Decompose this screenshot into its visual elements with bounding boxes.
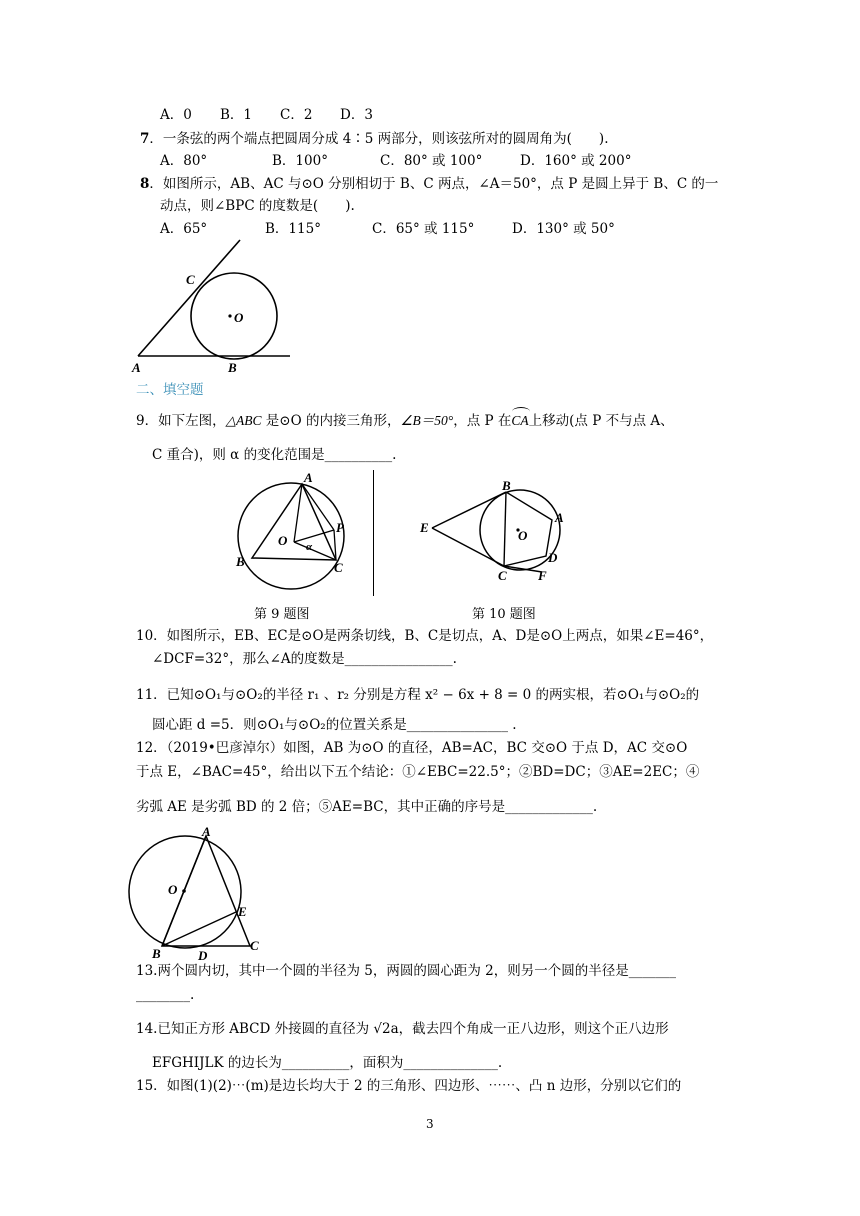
q8-option-d: D．130° 或 50° xyxy=(512,221,615,237)
q9-text-c: ，点 P 在 xyxy=(453,413,512,429)
q9-label-p: P xyxy=(336,520,344,535)
q13-stem-line1: 13.两个圆内切，其中一个圆的半径为 5，两圆的圆心距为 2，则另一个圆的半径是_______ xyxy=(136,963,676,979)
q7-number: 7 xyxy=(140,131,150,147)
q6-option-d: D．3 xyxy=(340,107,373,123)
q8-figure xyxy=(120,232,300,378)
q6-option-a: A．0 xyxy=(160,107,192,123)
q8-text1: ．如图所示，AB、AC 与⊙O 分别相切于 B、C 两点，∠A＝50°，点 P 是圆上异于 B、C 的一 xyxy=(149,176,719,192)
q6-options xyxy=(160,106,373,124)
q9-triangle: △ABC xyxy=(225,413,262,428)
q10-label-d: D xyxy=(548,550,558,565)
q9-segment-op xyxy=(294,530,334,542)
q8-stem-line2: 动点，则∠BPC 的度数是( ). xyxy=(160,198,355,214)
q10-tangent-ec xyxy=(432,528,504,566)
q7-text: ．一条弦的两个端点把圆周分成 4∶5 两部分，则该弦所对的圆周角为( ). xyxy=(149,131,609,147)
q14-stem-line1: 14.已知正方形 ABCD 外接圆的直径为 √2a，截去四个角成一正八边形，则这个正八边形 xyxy=(136,1021,669,1037)
q8-option-c: C．65° 或 115° xyxy=(372,221,475,237)
q14-stem-line2: EFGHIJLK 的边长为__________，面积为______________. xyxy=(152,1055,503,1071)
q9-circle xyxy=(238,483,344,589)
q9-arc-mark xyxy=(512,407,530,416)
q9-text-b: 是⊙O 的内接三角形， xyxy=(261,413,401,429)
q9-label-o: O xyxy=(278,533,288,548)
q15-stem-line1: 15．如图(1)(2)⋯(m)是边长均大于 2 的三角形、四边形、⋯⋯、凸 n 边形，分别以它们的 xyxy=(136,1078,682,1094)
q9-arc xyxy=(511,413,528,428)
q7-option-c: C．80° 或 100° xyxy=(380,153,483,169)
q12-figure xyxy=(124,822,274,962)
q10-figure-caption: 第 10 题图 xyxy=(472,607,536,622)
q10-label-a: A xyxy=(555,510,564,525)
section-fill-in-title: 二、填空题 xyxy=(136,382,204,398)
q9-label-a: A xyxy=(304,470,313,485)
q10-label-c: C xyxy=(498,568,507,583)
q7-stem xyxy=(140,130,609,148)
q12-label-c: C xyxy=(250,938,259,953)
q11-stem-line2: 圆心距 d =5．则⊙O₁与⊙O₂的位置关系是_______________ . xyxy=(152,717,517,733)
q9-stem-line2: C 重合)，则 α 的变化范围是__________. xyxy=(152,447,397,463)
q10-tangent-eb xyxy=(432,492,506,528)
q7-option-b: B．100° xyxy=(272,153,328,169)
q10-polygon-badc xyxy=(504,492,552,566)
q9-arc-label: CA xyxy=(511,413,529,428)
q11-stem-line1: 11．已知⊙O₁与⊙O₂的半径 r₁ 、r₂ 分别是方程 x² − 6x + 8 = 0 的两实根，若⊙O₁与⊙O₂的 xyxy=(136,687,700,703)
q9-figure xyxy=(228,470,358,592)
q12-label-b: B xyxy=(152,946,161,961)
q12-label-a: A xyxy=(202,824,211,839)
q12-stem-line1: 12．（2019•巴彦淖尔）如图，AB 为⊙O 的直径，AB=AC，BC 交⊙O 于点 D，AC 交⊙O xyxy=(136,740,688,756)
q8-number: 8 xyxy=(140,176,150,192)
q10-stem-line1: 10．如图所示，EB、EC是⊙O是两条切线，B、C是切点，A、D是⊙O上两点，如果∠E=46°， xyxy=(136,628,714,644)
q8-center-dot xyxy=(228,314,231,317)
q7-option-a: A．80° xyxy=(160,153,208,169)
q7-options xyxy=(160,152,631,170)
q9-angle: ∠B＝50° xyxy=(400,413,454,428)
q12-label-o: O xyxy=(168,882,178,897)
q8-label-o: O xyxy=(234,310,244,325)
q8-option-a: A．65° xyxy=(160,221,208,237)
q10-figure xyxy=(412,474,572,586)
q10-stem-line2: ∠DCF=32°，那么∠A的度数是________________. xyxy=(152,651,457,667)
q13-stem-line2: ________. xyxy=(136,987,195,1003)
q10-chord-bc xyxy=(504,492,506,566)
q9-label-alpha: α xyxy=(306,541,313,553)
q12-stem-line2: 于点 E，∠BAC=45°，给出以下五个结论：①∠EBC=22.5°；②BD=DC；③AE=2EC；④ xyxy=(136,764,700,780)
page-number: 3 xyxy=(426,1117,434,1131)
q6-option-b: B．1 xyxy=(220,107,253,123)
q6-option-c: C．2 xyxy=(280,107,313,123)
q8-stem-line1 xyxy=(140,175,718,193)
q10-label-o: O xyxy=(518,528,528,543)
q9-label-c: C xyxy=(334,560,343,575)
q9-figure-caption: 第 9 题图 xyxy=(254,607,310,622)
q9-stem-line1 xyxy=(136,412,674,430)
q12-stem-line3: 劣弧 AE 是劣弧 BD 的 2 倍；⑤AE=BC，其中正确的序号是_____________. xyxy=(136,799,598,815)
q12-label-d: D xyxy=(198,948,208,962)
q9-triangle-abc xyxy=(252,484,336,560)
q8-label-b: B xyxy=(228,360,237,375)
q8-label-c: C xyxy=(186,272,195,287)
q12-label-e: E xyxy=(238,904,247,919)
q10-label-e: E xyxy=(420,520,429,535)
q8-label-a: A xyxy=(132,360,141,375)
q9-label-b: B xyxy=(236,554,245,569)
figure-divider xyxy=(373,470,374,596)
q9-text-d: 上移动(点 P 不与点 A、 xyxy=(528,413,674,429)
q9-segment-oa xyxy=(294,484,302,542)
q7-option-d: D．160° 或 200° xyxy=(520,153,632,169)
q12-center-dot xyxy=(182,889,186,893)
q8-tangent-ac xyxy=(138,240,240,356)
q8-option-b: B．115° xyxy=(265,221,321,237)
q10-label-b: B xyxy=(502,478,511,493)
q10-label-f: F xyxy=(538,568,547,583)
q9-text-a: 9．如下左图， xyxy=(136,413,226,429)
